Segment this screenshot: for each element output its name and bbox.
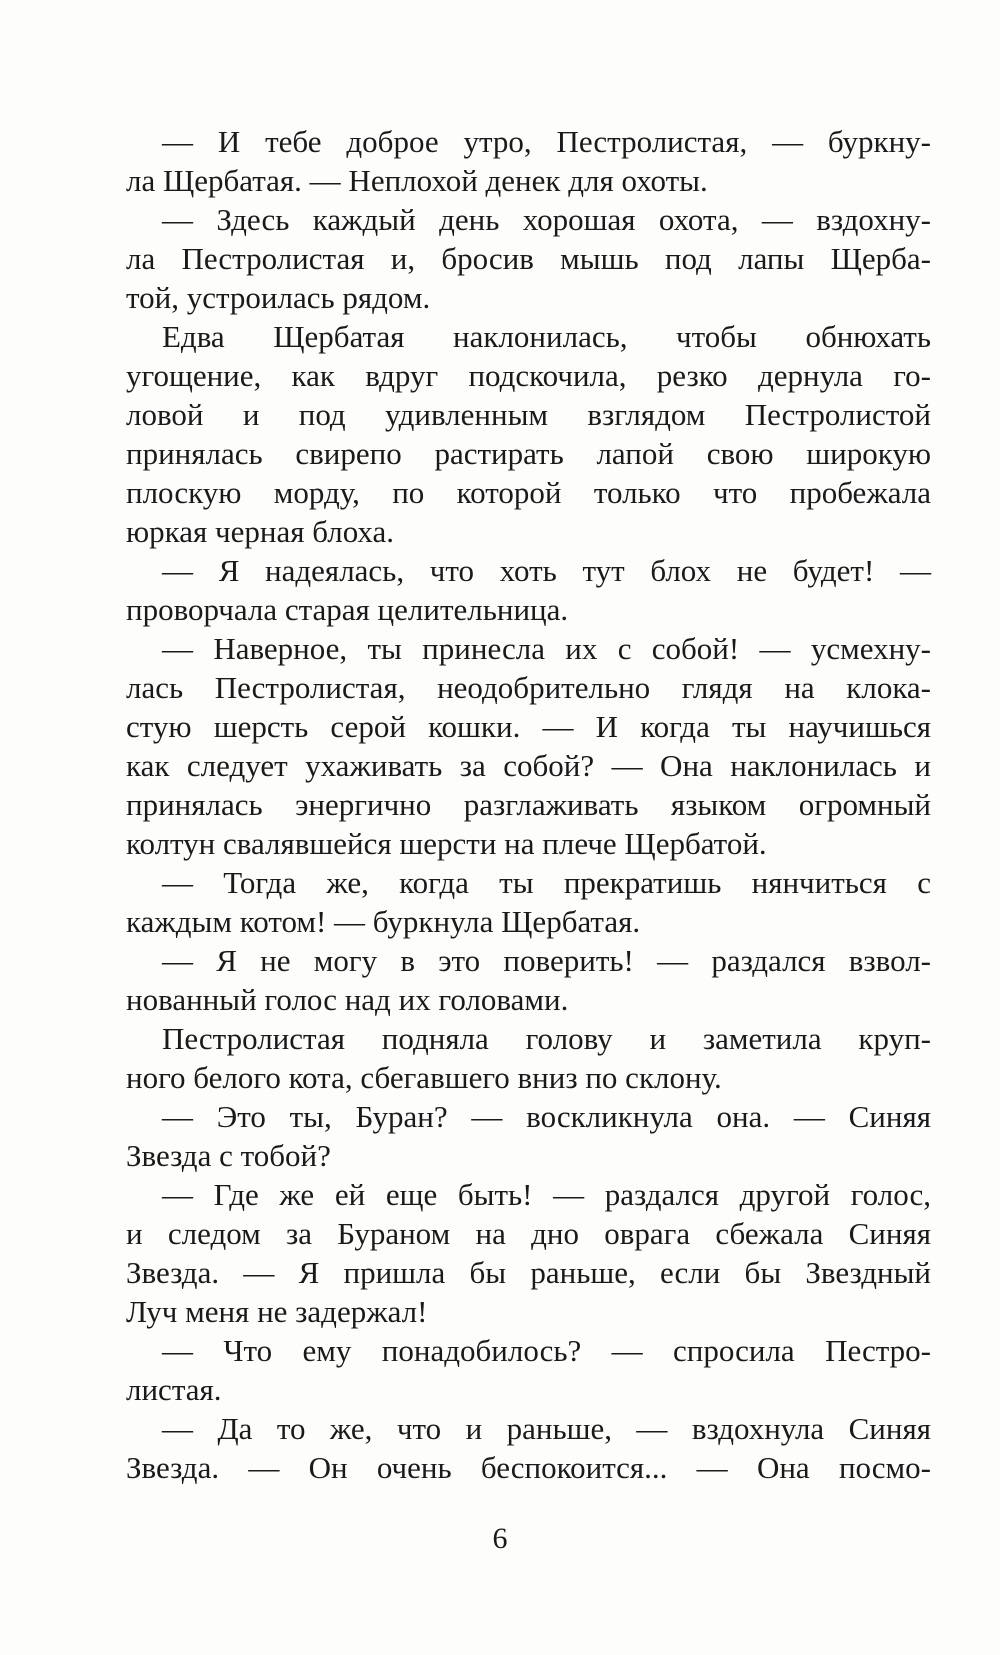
text-line: ла Щербатая. — Неплохой денек для охоты. <box>126 163 708 198</box>
text-line: проворчала старая целительница. <box>126 592 569 627</box>
text-line: листая. <box>126 1372 222 1407</box>
text-line: как следует ухаживать за собой? — Она наклонилась и <box>126 748 931 783</box>
body-text <box>126 122 931 1487</box>
text-line: принялась свирепо растирать лапой свою широкую <box>126 436 931 471</box>
text-line: ловой и под удивленным взглядом Пестролистой <box>126 397 931 432</box>
text-line: Звезда с тобой? <box>126 1138 331 1173</box>
text-line: угощение, как вдруг подскочила, резко дернула го- <box>126 358 931 393</box>
text-line: Звезда. — Я пришла бы раньше, если бы Звездный <box>126 1255 931 1290</box>
text-line: — Тогда же, когда ты прекратишь нянчиться с <box>162 865 931 900</box>
text-line: стую шерсть серой кошки. — И когда ты научишься <box>126 709 931 744</box>
text-line: — Где же ей еще быть! — раздался другой голос, <box>162 1177 931 1212</box>
text-line: плоскую морду, по которой только что пробежала <box>126 475 931 510</box>
text-line: — Наверное, ты принесла их с собой! — усмехну- <box>162 631 931 666</box>
text-line: Звезда. — Он очень беспокоится... — Она посмо- <box>126 1450 931 1485</box>
text-line: — Что ему понадобилось? — спросила Пестро- <box>162 1333 931 1368</box>
text-line: — Да то же, что и раньше, — вздохнула Синяя <box>162 1411 931 1446</box>
text-line: принялась энергично разглаживать языком огромный <box>126 787 931 822</box>
text-line: и следом за Бураном на дно оврага сбежала Синяя <box>126 1216 931 1251</box>
text-line: колтун свалявшейся шерсти на плече Щербатой. <box>126 826 767 861</box>
text-line: ного белого кота, сбегавшего вниз по склону. <box>126 1060 722 1095</box>
text-line: той, устроилась рядом. <box>126 280 431 315</box>
text-line: нованный голос над их головами. <box>126 982 569 1017</box>
text-line: — Здесь каждый день хорошая охота, — вздохну- <box>162 202 931 237</box>
text-line: лась Пестролистая, неодобрительно глядя на клока- <box>126 670 931 705</box>
text-line: ла Пестролистая и, бросив мышь под лапы Щерба- <box>126 241 931 276</box>
text-line: — Это ты, Буран? — воскликнула она. — Синяя <box>162 1099 931 1134</box>
text-line: — И тебе доброе утро, Пестролистая, — буркну- <box>162 124 931 159</box>
text-line: Луч меня не задержал! <box>126 1294 428 1329</box>
text-line: — Я надеялась, что хоть тут блох не будет! — <box>162 553 931 588</box>
text-line: юркая черная блоха. <box>126 514 395 549</box>
text-line: Пестролистая подняла голову и заметила круп- <box>162 1021 931 1056</box>
page-number: 6 <box>492 1522 508 1555</box>
text-line: — Я не могу в это поверить! — раздался взвол- <box>162 943 931 978</box>
text-line: Едва Щербатая наклонилась, чтобы обнюхать <box>162 319 931 354</box>
text-line: каждым котом! — буркнула Щербатая. <box>126 904 641 939</box>
